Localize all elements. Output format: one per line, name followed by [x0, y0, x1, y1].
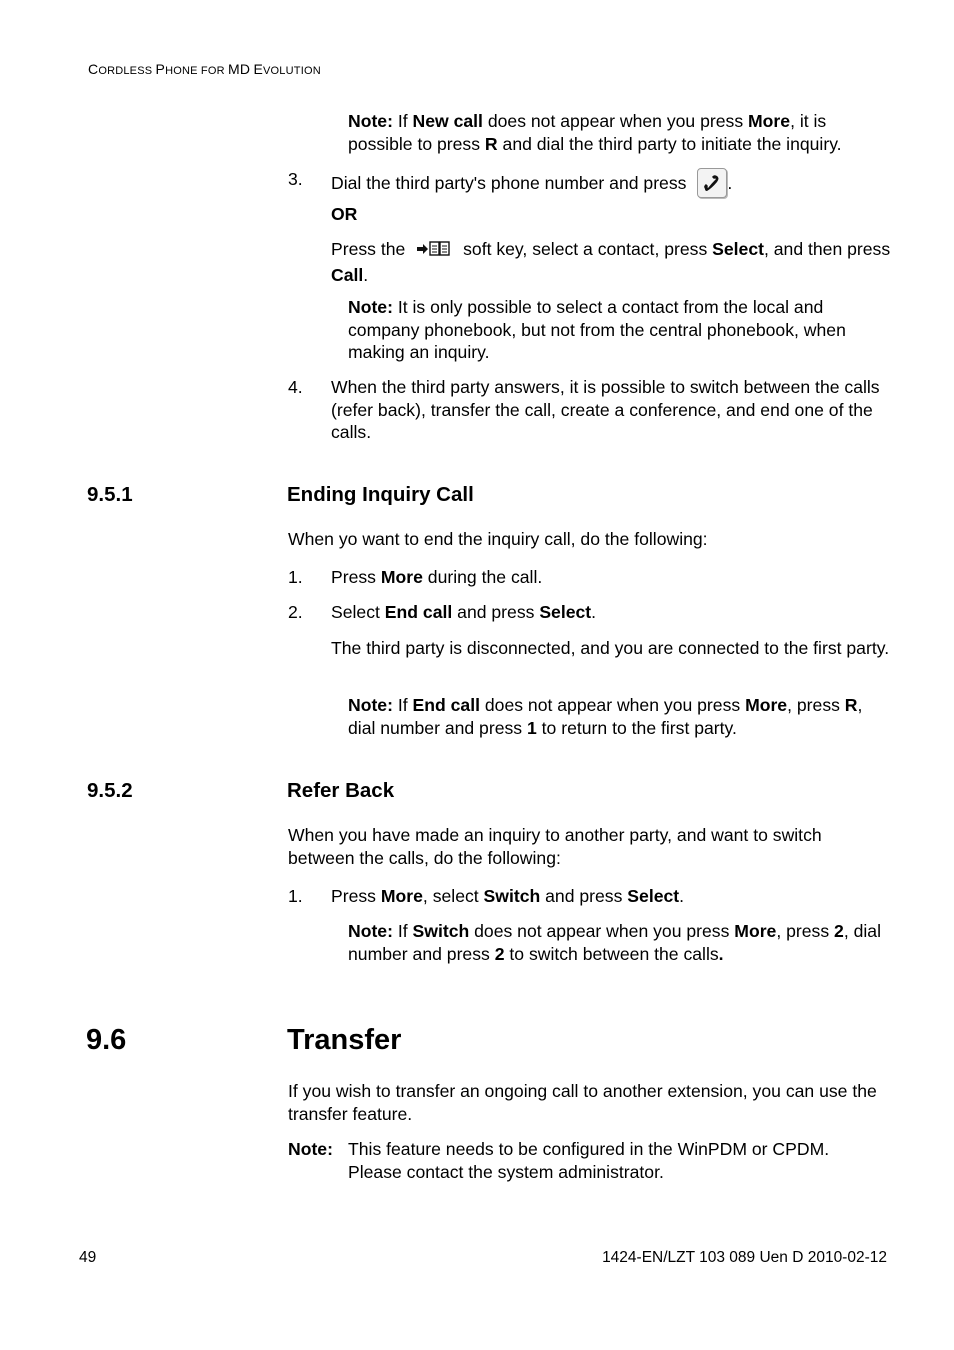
note-label: Note: [348, 111, 393, 131]
press-softkey-text [331, 238, 891, 286]
section-number: 9.6 [86, 1024, 127, 1056]
note-text: , dial number and press [348, 921, 881, 964]
step-text [331, 885, 891, 908]
header-part: E [253, 61, 264, 77]
note-text: , dial number and press [348, 695, 863, 738]
note-text: , press [776, 921, 835, 941]
section-number: 9.5.2 [87, 779, 133, 802]
step-text-part: . [679, 886, 685, 906]
note-bold: Switch [412, 921, 470, 941]
step-text-part: and press [452, 602, 540, 622]
step-text-part: during the call. [422, 567, 543, 587]
note-bold: 1 [526, 717, 537, 738]
section-title: Ending Inquiry Call [287, 483, 474, 506]
note-bold: 2 [834, 921, 844, 941]
note-text: If [392, 695, 413, 715]
section-intro: When you have made an inquiry to another party, and want to switch between the calls, do the following: [288, 825, 822, 868]
note-line: This feature needs to be configured in the WinPDM or CPDM. [348, 1139, 830, 1159]
header-part: ORDLESS [98, 65, 156, 77]
step-text [331, 566, 891, 589]
step-text: . [727, 173, 733, 193]
step-text: Press the [331, 239, 411, 259]
note-line: Please contact the system administrator. [348, 1161, 664, 1182]
section-number: 9.5.1 [87, 483, 133, 506]
note-text: If [392, 921, 413, 941]
step-bold: End call [384, 602, 453, 622]
step-number: 4. [288, 377, 303, 397]
note-text: It is only possible to select a contact from the local and company phonebook, but not from the central phonebook, when making an inquiry. [348, 297, 846, 362]
note-bold: More [734, 921, 777, 941]
note-text: does not appear when you press [469, 921, 735, 941]
step-bold: More [380, 886, 423, 906]
step-number: 1. [288, 567, 303, 587]
step-bold: Select [627, 886, 680, 906]
note-bold: End call [412, 695, 480, 715]
step-bold: Call [331, 264, 364, 285]
section-title: Refer Back [287, 779, 395, 802]
header-part: P [155, 61, 166, 77]
step-bold: Select [539, 602, 592, 622]
step-text-part: Select [331, 602, 385, 622]
step-number: 1. [288, 886, 303, 906]
note-bold: R [844, 695, 858, 715]
step-text-part: , select [422, 886, 484, 906]
note-bold: More [745, 695, 788, 715]
note-text: to return to the first party. [536, 717, 737, 738]
note-text: , press [787, 695, 845, 715]
step-number: 3. [288, 169, 303, 189]
note-text: If [392, 111, 413, 131]
section-intro: When yo want to end the inquiry call, do the following: [288, 529, 708, 549]
note-config [348, 1138, 893, 1183]
phonebook-softkey-icon [416, 240, 452, 264]
note-label: Note: [288, 1139, 333, 1159]
header-part: C [88, 61, 99, 77]
note-text: to switch between the calls [504, 943, 719, 964]
note-new-call [348, 110, 893, 155]
header-part: HONE FOR [165, 65, 229, 77]
step-text [331, 601, 891, 624]
step-text-part: Press [331, 886, 381, 906]
step-3-text [331, 168, 891, 198]
note-text: , it is possible to press [348, 111, 827, 154]
step-text-part: Press [331, 567, 381, 587]
step-bold: Switch [483, 886, 541, 906]
phone-call-key-icon [697, 168, 727, 198]
step-bold: More [380, 567, 423, 587]
note-bold: . [718, 943, 724, 964]
note-bold: 2 [494, 943, 505, 964]
step-text: . [363, 264, 369, 285]
section-intro: If you wish to transfer an ongoing call to another extension, you can use the transfer feature. [288, 1081, 877, 1124]
note-phonebook [348, 296, 893, 364]
step-text-part: . [591, 602, 597, 622]
or-label: OR [331, 204, 358, 224]
note-text: does not appear when you press [482, 111, 749, 131]
section-title: Transfer [287, 1024, 402, 1056]
step-4-text: When the third party answers, it is possible to switch between the calls (refer back), transfer the call, create a conference, and end one of the calls. [331, 377, 880, 442]
header-part: VOLUTION [263, 65, 321, 77]
note-label: Note: [348, 921, 393, 941]
note-switch [348, 920, 893, 965]
step-text: Dial the third party's phone number and press [331, 173, 692, 193]
document-id: 1424-EN/LZT 103 089 Uen D 2010-02-12 [602, 1249, 887, 1266]
note-bold: New call [412, 111, 483, 131]
step-text-part: and press [540, 886, 628, 906]
header-part: MD [228, 61, 251, 77]
note-label: Note: [348, 297, 393, 317]
note-text: and dial the third party to initiate the inquiry. [497, 133, 842, 154]
note-end-call [348, 694, 893, 739]
note-bold: More [748, 111, 791, 131]
page-number: 49 [79, 1249, 97, 1266]
step-bold: Select [712, 239, 764, 259]
note-bold: R [484, 133, 498, 154]
step-text: soft key, select a contact, press [458, 239, 713, 259]
note-label: Note: [348, 695, 393, 715]
step-number: 2. [288, 602, 303, 622]
step-text: , and then press [763, 239, 891, 259]
result-text: The third party is disconnected, and you are connected to the first party. [331, 638, 890, 658]
running-header [88, 58, 321, 83]
note-text: does not appear when you press [480, 695, 746, 715]
